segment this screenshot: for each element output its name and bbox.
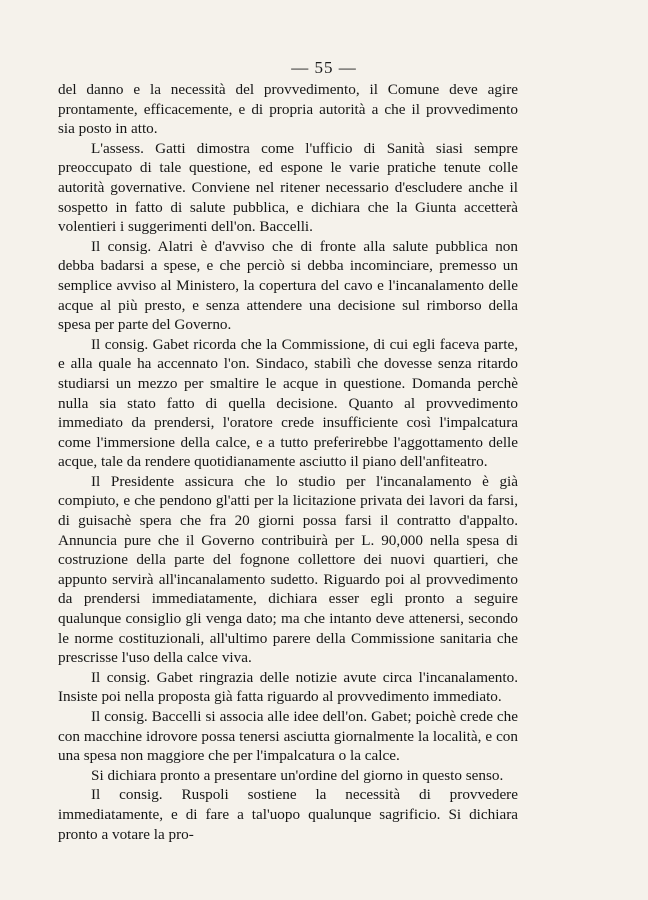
page-number: — 55 — bbox=[291, 58, 357, 77]
paragraph: Il consig. Gabet ricorda che la Commissione, di cui egli faceva parte, e alla quale ha accennato l'on. Sindaco, stabilì che dovesse senza ritardo studiarsi un mezzo per smaltire le acque in questione. Domanda perchè nulla sia stato fatto di quella decisione. Quanto al provvedimento immediato da prendersi, l'oratore crede insufficiente così l'impalcatura come l'immersione della calce, e a tutto preferirebbe l'aggottamento delle acque, tale da rendere quotidianamente asciutto il piano dell'anfiteatro. bbox=[58, 335, 518, 471]
paragraph: Il consig. Baccelli si associa alle idee dell'on. Gabet; poichè crede che con macchine idrovore possa tenersi asciutta giornalmente la località, e con una spesa non maggiore che per l'impalcatura o la calce. bbox=[58, 708, 518, 765]
paragraph: Si dichiara pronto a presentare un'ordine del giorno in questo senso. bbox=[91, 766, 504, 784]
paragraph: Il Presidente assicura che lo studio per l'incanalamento è già compiuto, e che pendono gl'atti per la licitazione privata dei lavori da farsi, di guisachè spera che fra 20 giorni possa farsi il contratto d'appalto. Annuncia pure che il Governo contribuirà per L. 90,000 nella spesa di costruzione della parte del fognone collettore dei nuovi quartieri, che appunto servirà all'incanalamento sudetto. Riguardo poi al provvedimento da prendersi immediatamente, dichiara esser egli pronto a seguire qualunque consiglio gli venga dato; ma che intanto deve attenersi, secondo le norme costituzionali, all'ultimo parere della Commissione sanitaria che prescrisse l'uso della calce viva. bbox=[58, 472, 518, 667]
body-text bbox=[58, 80, 518, 844]
paragraph: Il consig. Alatri è d'avviso che di fronte alla salute pubblica non debba badarsi a spese, e che perciò si debba incominciare, premesso un semplice avviso al Ministero, la copertura del cavo e l'incanalamento delle acque al più presto, e senza attendere una decisione sul rimborso della spesa per parte del Governo. bbox=[58, 237, 518, 334]
paragraph: Il consig. Ruspoli sostiene la necessità di provvedere immediatamente, e di fare a tal'uopo qualunque sagrificio. Si dichiara pronto a votare la pro- bbox=[58, 786, 518, 843]
paragraph: L'assess. Gatti dimostra come l'ufficio di Sanità siasi sempre preoccupato di tale questione, ed espone le varie pratiche tenute colle autorità governative. Conviene nel ritener necessario d'escludere anche il sospetto in fatto di salute pubblica, e dichiara che la Giunta accetterà volentieri i suggerimenti dell'on. Baccelli. bbox=[58, 139, 518, 236]
paragraph: Il consig. Gabet ringrazia delle notizie avute circa l'incanalamento. Insiste poi nella proposta già fatta riguardo al provvedimento immediato. bbox=[58, 668, 518, 706]
paragraph: del danno e la necessità del provvedimento, il Comune deve agire prontamente, efficacemente, e di propria autorità a che il provvedimento sia posto in atto. bbox=[58, 81, 518, 138]
